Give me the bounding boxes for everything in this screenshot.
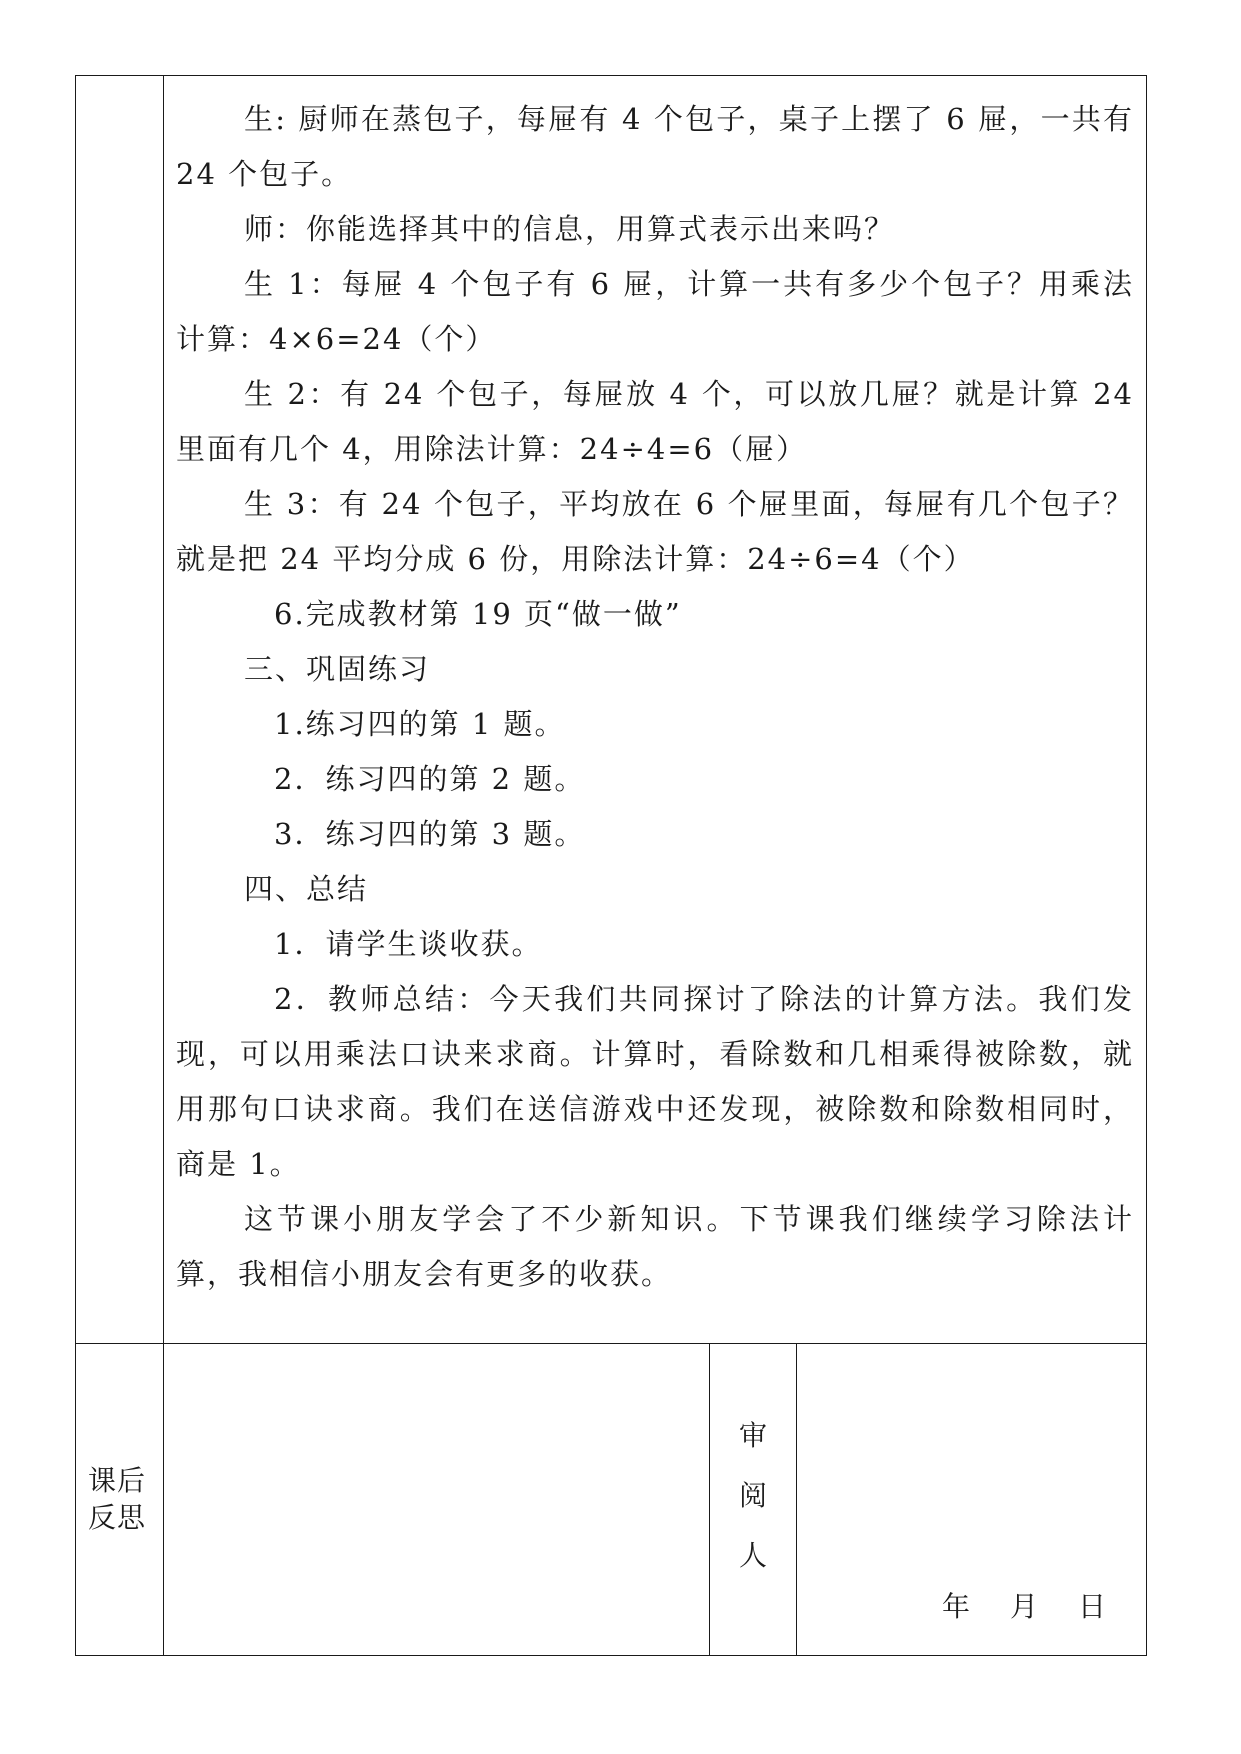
review-date — [942, 1585, 1106, 1625]
date-day-label: 日 — [1077, 1590, 1106, 1623]
exercise-item-2: 2．练习四的第 2 题。 — [274, 762, 586, 796]
lesson-content — [164, 76, 1146, 1302]
reviewer-label-cell — [710, 1344, 797, 1656]
lesson-plan-table — [75, 75, 1147, 1656]
paragraph-student-3: 生 3：有 24 个包子，平均放在 6 个屉里面，每屉有几个包子？就是把 24 平均分成 6 份，用除法计算：24÷6=4（个） — [176, 487, 1134, 576]
heading-summary: 四、总结 — [244, 872, 369, 906]
reviewer-char-2: 阅 — [738, 1479, 767, 1512]
reviewer-label — [710, 1406, 796, 1586]
left-margin-cell — [76, 76, 164, 1344]
footer-row — [76, 1344, 1147, 1656]
reflection-content-cell — [164, 1344, 710, 1656]
reflection-label-line2: 反思 — [88, 1501, 147, 1534]
heading-consolidation: 三、巩固练习 — [244, 652, 431, 686]
exercise-item-1: 1.练习四的第 1 题。 — [274, 707, 566, 741]
exercise-item-3: 3．练习四的第 3 题。 — [274, 817, 586, 851]
paragraph-student-observation: 生: 厨师在蒸包子，每屉有 4 个包子，桌子上摆了 6 屉，一共有 24 个包子。 — [176, 102, 1134, 191]
lesson-content-cell — [164, 76, 1147, 1344]
summary-item-1: 1．请学生谈收获。 — [274, 927, 543, 961]
paragraph-student-2: 生 2：有 24 个包子，每屉放 4 个，可以放几屉？就是计算 24 里面有几个 4，用除法计算：24÷4=6（屉） — [176, 377, 1134, 466]
paragraph-student-1: 生 1：每屉 4 个包子有 6 屉，计算一共有多少个包子？用乘法计算：4×6=24（个） — [176, 267, 1134, 356]
reviewer-char-3: 人 — [738, 1539, 767, 1572]
reflection-label-line1: 课后 — [88, 1464, 147, 1497]
reflection-label — [88, 1462, 146, 1536]
content-row — [76, 76, 1147, 1344]
closing-paragraph: 这节课小朋友学会了不少新知识。下节课我们继续学习除法计算，我相信小朋友会有更多的收获。 — [176, 1202, 1134, 1291]
paragraph-teacher-question: 师：你能选择其中的信息，用算式表示出来吗？ — [244, 212, 896, 246]
reviewer-content-cell — [797, 1344, 1147, 1656]
date-month-label: 月 — [1009, 1590, 1038, 1623]
reflection-label-cell — [76, 1344, 164, 1656]
paragraph-textbook-task: 6.完成教材第 19 页“做一做” — [274, 597, 682, 631]
reviewer-char-1: 审 — [738, 1419, 767, 1452]
date-year-label: 年 — [941, 1590, 970, 1623]
summary-item-2: 2．教师总结：今天我们共同探讨了除法的计算方法。我们发现，可以用乘法口诀来求商。计算时，看除数和几相乘得被除数，就用那句口诀求商。我们在送信游戏中还发现，被除数和除数相同时，商是 1。 — [176, 982, 1134, 1181]
